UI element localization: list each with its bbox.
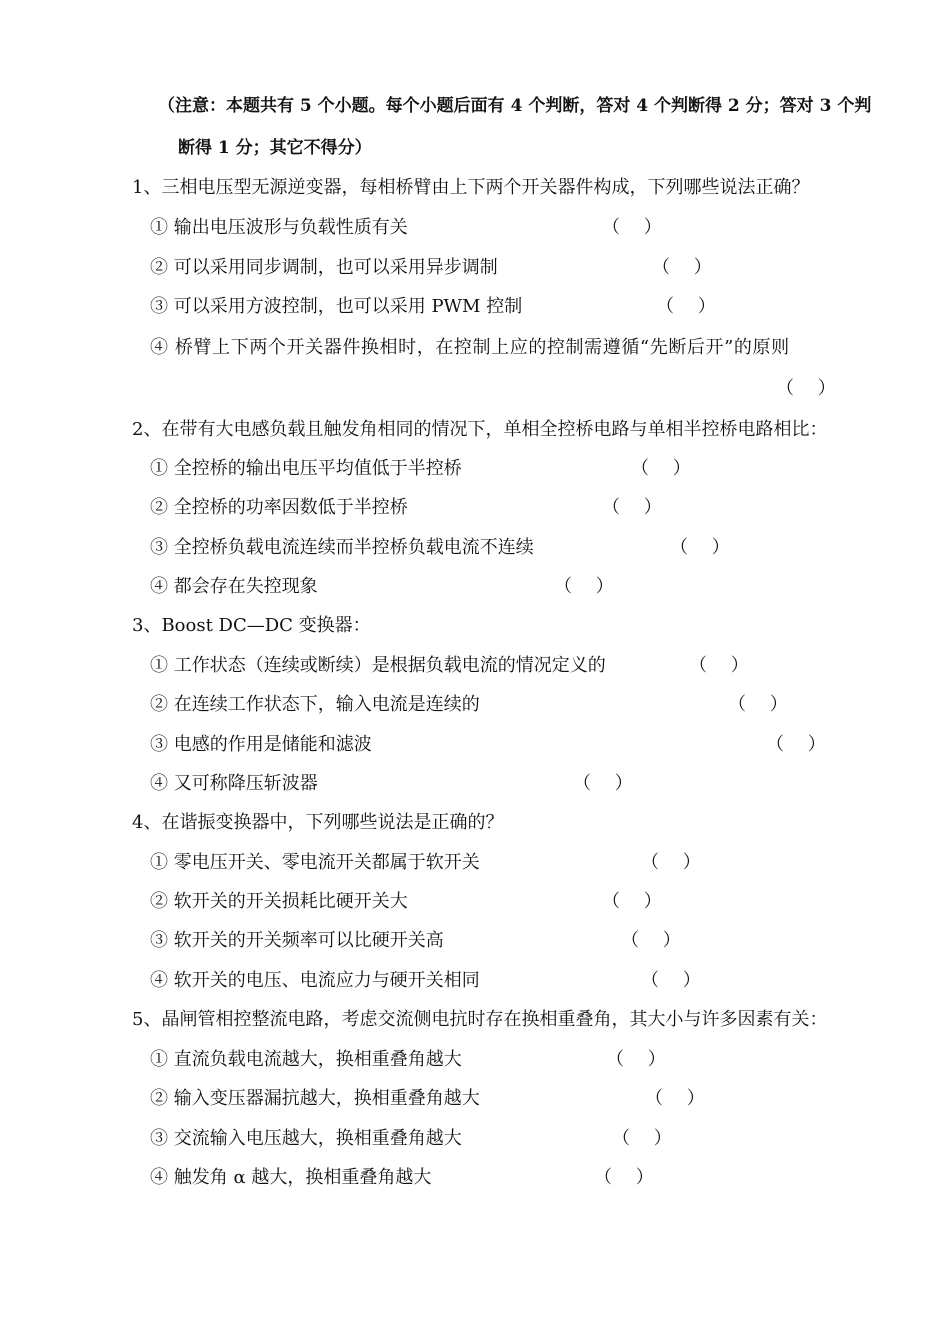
answer-blank[interactable]: （ ） (573, 773, 633, 794)
question-2-option-3: ③ 全控桥负载电流连续而半控桥负载电流不连续 (150, 537, 534, 558)
question-2-stem: 2、在带有大电感负载且触发角相同的情况下，单相全控桥电路与单相半控桥电路相比： (132, 419, 828, 440)
question-5-stem: 5、晶闸管相控整流电路，考虑交流侧电抗时存在换相重叠角，其大小与许多因素有关： (132, 1009, 828, 1030)
question-5-option-1: ① 直流负载电流越大，换相重叠角越大 (150, 1049, 462, 1070)
question-1-stem: 1、三相电压型无源逆变器，每相桥臂由上下两个开关器件构成，下列哪些说法正确？ (132, 177, 810, 198)
answer-blank[interactable]: （ ） (641, 852, 701, 873)
question-5-option-4: ④ 触发角 α 越大，换相重叠角越大 (150, 1167, 432, 1188)
answer-blank[interactable]: （ ） (641, 970, 701, 991)
question-2-option-1: ① 全控桥的输出电压平均值低于半控桥 (150, 458, 462, 479)
question-5-option-3: ③ 交流输入电压越大，换相重叠角越大 (150, 1128, 462, 1149)
answer-blank[interactable]: （ ） (631, 458, 691, 479)
question-2-option-4: ④ 都会存在失控现象 (150, 576, 318, 597)
answer-blank[interactable]: （ ） (602, 217, 662, 238)
question-3-stem: 3、Boost DC—DC 变换器： (132, 615, 371, 636)
question-3-option-4: ④ 又可称降压斩波器 (150, 773, 318, 794)
note-line-1: （注意：本题共有 5 个小题。每个小题后面有 4 个判断，答对 4 个判断得 2 分；答对 3 个判 (158, 96, 872, 116)
note-line-2: 断得 1 分；其它不得分） (178, 138, 372, 158)
answer-blank[interactable]: （ ） (612, 1128, 672, 1149)
answer-blank[interactable]: （ ） (652, 257, 712, 278)
question-1-option-1: ① 输出电压波形与负载性质有关 (150, 217, 408, 238)
answer-blank[interactable]: （ ） (689, 655, 749, 676)
question-4-option-2: ② 软开关的开关损耗比硬开关大 (150, 891, 408, 912)
answer-blank[interactable]: （ ） (621, 930, 681, 951)
answer-blank[interactable]: （ ） (606, 1049, 666, 1070)
question-2-option-2: ② 全控桥的功率因数低于半控桥 (150, 497, 408, 518)
answer-blank[interactable]: （ ） (554, 576, 614, 597)
answer-blank[interactable]: （ ） (594, 1167, 654, 1188)
answer-blank[interactable]: （ ） (670, 537, 730, 558)
answer-blank[interactable]: （ ） (728, 694, 788, 715)
answer-blank[interactable]: （ ） (602, 497, 662, 518)
question-4-option-3: ③ 软开关的开关频率可以比硬开关高 (150, 930, 444, 951)
question-1-option-3: ③ 可以采用方波控制，也可以采用 PWM 控制 (150, 296, 523, 317)
answer-blank[interactable]: （ ） (645, 1088, 705, 1109)
question-4-stem: 4、在谐振变换器中，下列哪些说法是正确的？ (132, 812, 504, 833)
answer-blank[interactable]: （ ） (656, 296, 716, 317)
question-1-option-4: ④ 桥臂上下两个开关器件换相时，在控制上应的控制需遵循“先断后开”的原则 (150, 337, 790, 358)
question-4-option-1: ① 零电压开关、零电流开关都属于软开关 (150, 852, 480, 873)
answer-blank[interactable]: （ ） (766, 734, 826, 755)
question-4-option-4: ④ 软开关的电压、电流应力与硬开关相同 (150, 970, 480, 991)
answer-blank[interactable]: （ ） (602, 891, 662, 912)
question-1-option-2: ② 可以采用同步调制，也可以采用异步调制 (150, 257, 498, 278)
answer-blank[interactable]: （ ） (776, 378, 836, 399)
question-3-option-1: ① 工作状态（连续或断续）是根据负载电流的情况定义的 (150, 655, 606, 676)
question-5-option-2: ② 输入变压器漏抗越大，换相重叠角越大 (150, 1088, 480, 1109)
question-3-option-3: ③ 电感的作用是储能和滤波 (150, 734, 372, 755)
question-3-option-2: ② 在连续工作状态下，输入电流是连续的 (150, 694, 480, 715)
